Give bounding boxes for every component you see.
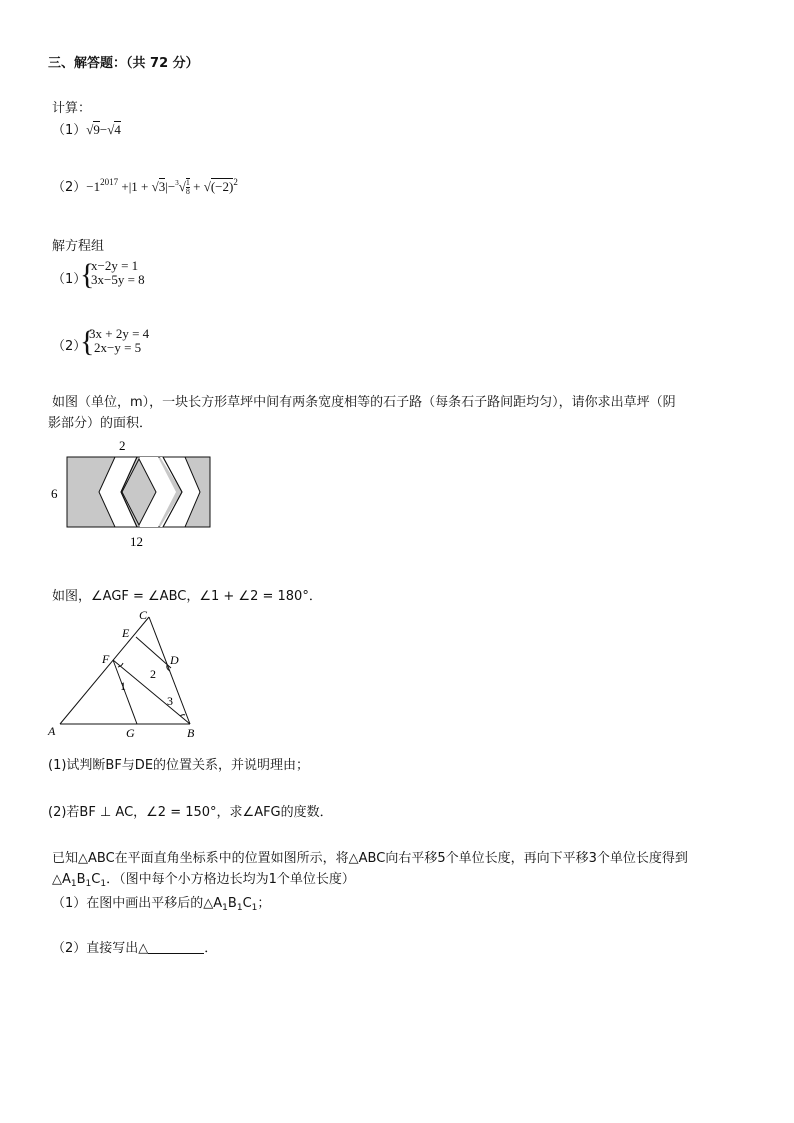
q5-line2-c: C: [91, 872, 101, 887]
section-title: 三、解答题：（共 72 分）: [48, 56, 199, 71]
q1-part2-frac-den: 8: [185, 187, 190, 196]
q5-line2-d: ．（图中每个小方格边长均为1个单位长度）: [106, 872, 355, 887]
q5-sub1-b: B: [227, 896, 237, 911]
q5-line2: [52, 868, 355, 889]
q3-text-line2: 影部分）的面积．: [48, 416, 153, 431]
q2-system1-eq1: x−2y = 1: [91, 258, 139, 273]
q5-sub2-a: （2）直接写出△: [52, 941, 149, 956]
q2-system2-label: （2）: [52, 339, 87, 354]
lawn-label-left: 6: [51, 486, 58, 501]
q1-part2-frac-num: 1: [185, 178, 190, 187]
q1-part2-radicand3: 3: [158, 179, 166, 194]
q4-intro: 如图，∠AGF = ∠ABC，∠1 + ∠2 = 180°．: [52, 589, 322, 604]
triangle-figure: [40, 604, 220, 740]
lawn-label-top: 2: [119, 438, 126, 453]
seg-ED: [136, 637, 171, 668]
q5-sub1-s3: 1: [251, 903, 258, 913]
q2-system2: [89, 327, 149, 355]
q2-system1-brace: {: [80, 258, 95, 291]
seg-AC: [60, 617, 149, 724]
lawn-figure: [40, 434, 230, 554]
q1-part2-mid: |−: [165, 179, 176, 194]
q1-part2-exp: 2017: [100, 177, 119, 187]
q3-text-line1: 如图（单位，m），一块长方形草坪中间有两条宽度相等的石子路（每条石子路间距均匀），请你求出草坪（阴: [52, 395, 676, 410]
label-angle-3: 3: [167, 694, 173, 708]
q2-system2-eq1: 3x + 2y = 4: [89, 326, 150, 341]
q5-sub2: [52, 937, 217, 956]
q5-sub1-d: ；: [257, 896, 271, 911]
q1-heading: 计算：: [52, 101, 92, 116]
q5-sub1-s2: 1: [236, 903, 243, 913]
label-A: A: [48, 724, 56, 738]
q1-part1-radicand2: 4: [114, 122, 121, 137]
q2-system1-label: （1）: [52, 272, 87, 287]
q2-system2-brace: {: [80, 325, 95, 358]
q1-part1: [52, 119, 121, 138]
lawn-label-bottom: 12: [130, 534, 143, 549]
q5-line2-b: B: [76, 872, 86, 887]
q1-part2-start: −1: [86, 179, 101, 194]
label-F: F: [102, 652, 110, 666]
q5-sub1-c: C: [242, 896, 252, 911]
q2-system1: [91, 259, 145, 287]
q2-heading: 解方程组: [52, 239, 105, 254]
q5-line1: 已知△ABC在平面直角坐标系中的位置如图所示，将△ABC向右平移5个单位长度，再向下平移3个单位长度得到: [52, 851, 688, 866]
q2-system2-eq2: 2x−y = 5: [94, 340, 142, 355]
q1-part1-label: （1）: [52, 123, 87, 138]
q1-part2-r4-exp: 2: [233, 177, 238, 187]
q5-sub1-s1: 1: [222, 903, 228, 913]
q5-sub1: [52, 892, 270, 913]
label-angle-2: 2: [150, 667, 156, 681]
q1-part2: [52, 176, 238, 196]
q5-line2-s3: 1: [100, 879, 107, 889]
label-C: C: [139, 608, 148, 622]
q5-sub2-end: ．: [204, 941, 218, 956]
q4-sub2: (2)若BF ⊥ AC，∠2 = 150°，求∠AFG的度数．: [48, 805, 333, 820]
q5-line2-a: △A: [52, 872, 71, 887]
q1-part2-label: （2）: [52, 180, 87, 195]
q2-system1-eq2: 3x−5y = 8: [91, 272, 145, 287]
q1-part2-cube-index: 3: [175, 179, 179, 187]
angle-3-arc: [180, 715, 185, 716]
label-B: B: [187, 726, 195, 740]
q5-answer-blank[interactable]: [148, 941, 204, 954]
label-G: G: [126, 726, 135, 740]
q4-sub1: (1)试判断BF与DE的位置关系，并说明理由；: [48, 758, 310, 773]
q5-line2-s1: 1: [70, 879, 77, 889]
q1-part2-plus2: +: [189, 179, 204, 194]
q1-part2-radicand4: (−2): [210, 179, 234, 194]
label-angle-1: 1: [120, 679, 126, 693]
q1-part2-expr: $-1^{2017} +|1 + √3|-^3√$ $\frac{1}{8}$ + $√(-2)^2$: [86, 177, 238, 196]
q1-part1-minus: −: [99, 122, 108, 137]
label-D: D: [170, 653, 179, 667]
q5-line2-s2: 1: [85, 879, 92, 889]
q1-part1-expr: √9−√4: [86, 122, 121, 137]
q1-part2-plus1: +|1 +: [118, 179, 152, 194]
q1-part1-radicand1: 9: [93, 122, 100, 137]
label-E: E: [122, 626, 130, 640]
q5-sub1-a: （1）在图中画出平移后的△A: [52, 896, 223, 911]
